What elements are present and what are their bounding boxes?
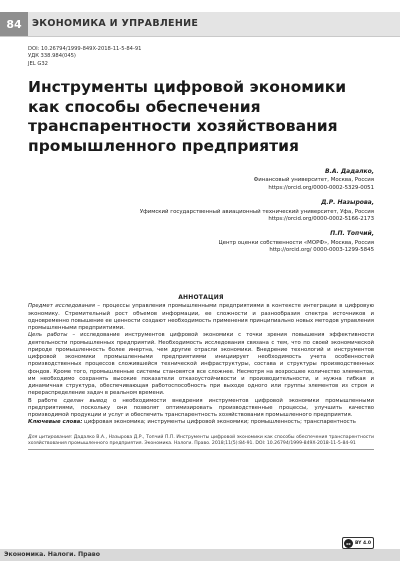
- author-orcid[interactable]: https://orcid.org/0000-0002-5329-0051: [268, 184, 374, 191]
- page-number: 84: [0, 12, 28, 36]
- journal-name: Экономика. Налоги. Право: [4, 551, 100, 558]
- keywords-text: цифровая экономика; инструменты цифровой экономики; промышленность; транспарентность: [82, 419, 356, 426]
- license-badge[interactable]: [342, 537, 374, 549]
- cc-icon: cc: [344, 539, 353, 548]
- author: [34, 230, 374, 254]
- header-bar: [0, 12, 400, 37]
- keywords: [28, 419, 374, 426]
- abstract-goal: [28, 332, 374, 397]
- article-title: Инструменты цифровой экономики как способы обеспечения транспарентности хозяйствования промышленного предприятия: [28, 78, 347, 155]
- author-orcid[interactable]: http://orcid.org/ 0000-0003-1299-5845: [269, 247, 374, 254]
- author-name: В.А. Дадалко,: [324, 168, 374, 175]
- conclusion-text: о необходимости внедрения инструментов цифровой экономики промышленными предприятиями, поскольку они позволят оптимизировать производственные процессы, улучшить качество производимой продукции и услуг и обеспечить транспарентность хозяйствования промышленного предприятия.: [28, 397, 374, 418]
- author: [34, 168, 374, 192]
- keywords-label: Ключевые слова:: [28, 419, 83, 426]
- author-orcid[interactable]: https://orcid.org/0000-0002-5166-2173: [268, 216, 374, 223]
- citation-text: Дадалко В.А., Назырова Д.Р., Топчий П.П. Инструменты цифровой экономики как способы обеспечения транспарентности хозяйствования промышленного предприятия. Экономика. Налоги. Право. 2018;11(5):84-91. DOI: 10.26794/1999-849X-2018-11-5-84-91: [28, 434, 374, 446]
- abstract-conclusion: [28, 398, 374, 420]
- goal-term: Цель работы: [28, 332, 68, 339]
- author-affiliation: Центр оценки собственности «МОРФ», Москва, Россия: [218, 239, 374, 246]
- article-meta: [28, 46, 141, 68]
- udc: УДК 338.984(045): [28, 53, 76, 60]
- section-title: ЭКОНОМИКА И УПРАВЛЕНИЕ: [32, 18, 199, 29]
- goal-text: – исследование инструментов цифровой экономики с точки зрения повышения эффективности деятельности промышленных предприятий. Необходимость исследования связана с тем, что по своей экономической природе промышленность более инертна, чем другие отрасли экономики. Внедрение технологий и инструментов цифровой экономики промышленными предприятиями инициирует необходимость учета особенностей производственных процессов сложившейся технической инфраструктуры, состава и структуры производственных фондов. Кроме того, промышленные системы становятся все сложнее. Несмотря на возросшее количество элементов, им необходимо сохранять высокие показатели отказоустойчивости и производительности, и нужна гибкая и динамичная структура, обеспечивающая работоспособность при выходе одного или группы элементов из строя и перераспределение задач в реальном времени.: [28, 332, 374, 397]
- license-label: BY 4.0: [355, 540, 371, 546]
- author: [34, 199, 374, 223]
- authors: [34, 168, 374, 262]
- conclusion-term: сделан вывод: [63, 397, 107, 404]
- conclusion-prefix: В работе: [28, 397, 64, 404]
- abstract-heading: АННОТАЦИЯ: [178, 294, 224, 301]
- doi: DOI: 10.26794/1999-849X-2018-11-5-84-91: [28, 46, 142, 52]
- divider: [28, 449, 374, 450]
- author-name: Д.Р. Назырова,: [321, 199, 374, 207]
- author-affiliation: Финансовый университет, Москва, Россия: [253, 177, 374, 184]
- jel-code: JEL G32: [28, 60, 48, 67]
- author-affiliation: Уфимский государственный авиационный технический университет, Уфа, Россия: [139, 208, 374, 215]
- citation: [28, 435, 374, 448]
- subject-term: Предмет исследования: [28, 303, 95, 310]
- abstract-subject: [28, 303, 374, 332]
- citation-label: Для цитирования:: [28, 434, 73, 440]
- subject-text: – процессы управления промышленными предприятиями в контексте интеграции в цифровую экономику. Стремительный рост объемов информации, ее сложности и разнообразия спектра источников и одновременно повышение ее ценности создают необходимость применения принципиально новых методов управления промышленными предприятиями.: [28, 303, 374, 331]
- abstract: [28, 294, 374, 450]
- footer-bar: [0, 549, 400, 561]
- author-name: П.П. Топчий,: [330, 230, 374, 238]
